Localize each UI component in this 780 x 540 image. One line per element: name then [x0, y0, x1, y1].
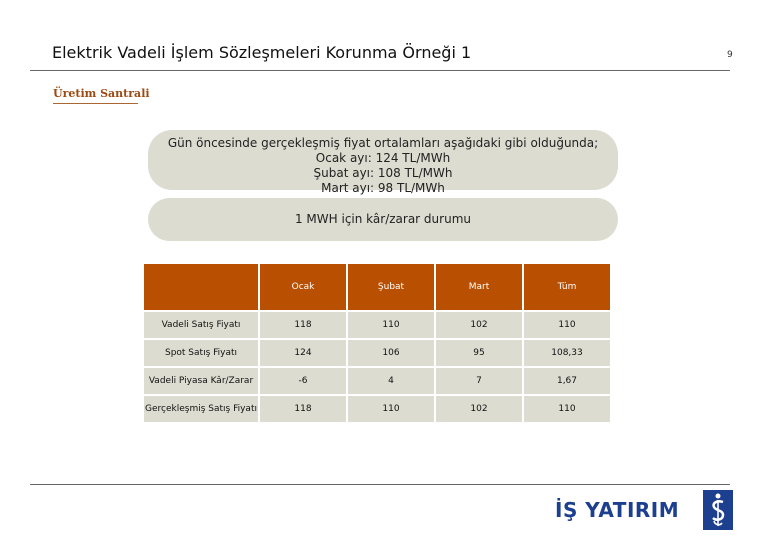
table-cell: 118	[260, 312, 346, 338]
table-cell: 110	[348, 312, 434, 338]
page-number: 9	[727, 50, 733, 60]
header-cell: Tüm	[524, 264, 610, 310]
header-cell: Mart	[436, 264, 522, 310]
table-row	[144, 312, 610, 338]
table-header-row	[144, 264, 610, 310]
table-cell: 110	[524, 312, 610, 338]
table-cell: 102	[436, 312, 522, 338]
table-cell: 95	[436, 340, 522, 366]
table-cell: 106	[348, 340, 434, 366]
table-cell: 124	[260, 340, 346, 366]
table-cell: -6	[260, 368, 346, 394]
header-cell: Ocak	[260, 264, 346, 310]
table-row	[144, 340, 610, 366]
page-title: Elektrik Vadeli İşlem Sözleşmeleri Korunma Örneği 1	[52, 43, 472, 62]
price-table	[142, 262, 612, 424]
info-line: Ocak ayı: 124 TL/MWh	[315, 151, 451, 165]
header-cell: Şubat	[348, 264, 434, 310]
table-row	[144, 368, 610, 394]
info-line: Gün öncesinde gerçekleşmiş fiyat ortalamları aşağıdaki gibi olduğunda;	[167, 136, 599, 150]
info-line: Mart ayı: 98 TL/MWh	[321, 181, 445, 195]
table-cell: 102	[436, 396, 522, 422]
table-cell: 118	[260, 396, 346, 422]
section-label: Üretim Santrali	[53, 87, 150, 100]
footer-divider	[30, 484, 730, 485]
logo-text: İŞ YATIRIM	[555, 498, 680, 522]
table-cell: 108,33	[524, 340, 610, 366]
table-cell: 110	[348, 396, 434, 422]
table-cell: 1,67	[524, 368, 610, 394]
table-cell: 7	[436, 368, 522, 394]
table-row	[144, 396, 610, 422]
info-box	[148, 130, 618, 195]
row-label: Vadeli Satış Fiyatı	[144, 312, 258, 338]
title-divider	[30, 70, 730, 71]
row-label: Spot Satış Fiyatı	[144, 340, 258, 366]
info-line: Şubat ayı: 108 TL/MWh	[313, 166, 453, 180]
table-cell: 110	[524, 396, 610, 422]
row-label: Vadeli Piyasa Kâr/Zarar	[144, 368, 258, 394]
row-label: Gerçekleşmiş Satış Fiyatı	[144, 396, 258, 422]
header-cell	[144, 264, 258, 310]
result-box: 1 MWH için kâr/zarar durumu	[148, 198, 618, 241]
table-cell: 4	[348, 368, 434, 394]
is-bank-logo-icon	[703, 490, 733, 530]
section-underline	[53, 103, 138, 104]
